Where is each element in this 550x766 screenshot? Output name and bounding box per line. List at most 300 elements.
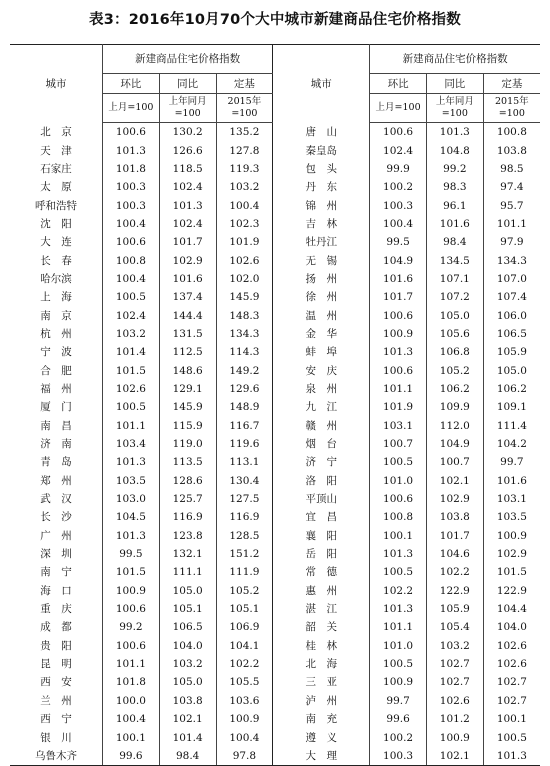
- city-name-right: 牡丹江: [273, 233, 370, 251]
- fixed-value-right: 100.8: [496, 126, 527, 139]
- yoy-value-left: 102.9: [159, 251, 216, 269]
- yoy-value-right: 102.1: [426, 472, 483, 490]
- yoy-value-right: 134.5: [426, 251, 483, 269]
- mom-value-left: 100.3: [103, 178, 160, 196]
- mom-value-right: 100.6: [370, 490, 427, 508]
- city-name-right: 韶 关: [273, 618, 370, 636]
- city-name-right: 无 锡: [273, 251, 370, 269]
- yoy-value-left: 104.0: [159, 637, 216, 655]
- fixed-value-left: 106.9: [216, 618, 273, 636]
- mom-value-left: 100.8: [103, 251, 160, 269]
- fixed-value-right: 106.2: [496, 382, 527, 395]
- mom-header-right: 环比: [370, 74, 427, 94]
- mom-value-left: 101.3: [103, 527, 160, 545]
- city-name-left: 南 宁: [10, 563, 103, 581]
- city-name-left: 海 口: [10, 582, 103, 600]
- yoy-value-right: 109.9: [426, 398, 483, 416]
- mom-value-left: 101.4: [103, 343, 160, 361]
- yoy-value-left: 101.3: [159, 196, 216, 214]
- fixed-value-left: 102.6: [216, 251, 273, 269]
- mom-value-left: 100.6: [103, 637, 160, 655]
- mom-value-left: 102.6: [103, 380, 160, 398]
- table-row: [10, 618, 540, 636]
- yoy-value-left: 129.1: [159, 380, 216, 398]
- yoy-value-right: 112.0: [426, 417, 483, 435]
- yoy-value-left: 132.1: [159, 545, 216, 563]
- base-mom-left: 上月=100: [103, 94, 160, 123]
- table-row: [10, 692, 540, 710]
- city-name-left: 武 汉: [10, 490, 103, 508]
- mom-value-left: 100.5: [103, 288, 160, 306]
- yoy-value-right: 122.9: [426, 582, 483, 600]
- yoy-value-right: 104.8: [426, 141, 483, 159]
- mom-value-right: 100.5: [370, 563, 427, 581]
- yoy-value-left: 101.6: [159, 270, 216, 288]
- fixed-value-left: 148.3: [216, 306, 273, 324]
- mom-value-right: 100.2: [370, 728, 427, 746]
- yoy-value-right: 104.9: [426, 435, 483, 453]
- yoy-value-right: 98.4: [426, 233, 483, 251]
- city-name-right: 桂 林: [273, 637, 370, 655]
- table-row: [10, 637, 540, 655]
- mom-value-right: 101.3: [370, 600, 427, 618]
- mom-value-right: 104.9: [370, 251, 427, 269]
- mom-header-left: 环比: [103, 74, 160, 94]
- yoy-value-right: 106.2: [426, 380, 483, 398]
- mom-value-left: 101.8: [103, 160, 160, 178]
- city-name-right: 北 海: [273, 655, 370, 673]
- yoy-value-right: 101.3: [426, 123, 483, 142]
- yoy-value-left: 131.5: [159, 325, 216, 343]
- table-row: [10, 747, 540, 766]
- fixed-value-right: 102.6: [496, 639, 527, 652]
- yoy-value-left: 128.6: [159, 472, 216, 490]
- fixed-value-right: 109.1: [496, 401, 527, 414]
- fixed-value-left: 114.3: [216, 343, 273, 361]
- base-fixed-left: 2015年=100: [216, 94, 273, 123]
- mom-value-left: 100.4: [103, 710, 160, 728]
- city-name-right: 安 庆: [273, 361, 370, 379]
- mom-value-right: 101.7: [370, 288, 427, 306]
- city-name-right: 遵 义: [273, 728, 370, 746]
- city-name-left: 宁 波: [10, 343, 103, 361]
- mom-value-left: 99.2: [103, 618, 160, 636]
- fixed-value-right: 102.7: [496, 694, 527, 707]
- city-name-left: 大 连: [10, 233, 103, 251]
- yoy-value-left: 101.7: [159, 233, 216, 251]
- table-row: [10, 728, 540, 746]
- mom-value-right: 101.3: [370, 545, 427, 563]
- base-fixed-right: 2015年=100: [483, 94, 540, 123]
- mom-value-right: 100.6: [370, 361, 427, 379]
- city-name-left: 哈尔滨: [10, 270, 103, 288]
- yoy-value-left: 106.5: [159, 618, 216, 636]
- yoy-value-left: 105.0: [159, 582, 216, 600]
- group-header-left: 新建商品住宅价格指数: [103, 45, 273, 74]
- mom-value-left: 103.4: [103, 435, 160, 453]
- city-name-left: 沈 阳: [10, 215, 103, 233]
- fixed-value-right: 102.6: [496, 658, 527, 671]
- fixed-value-left: 127.8: [216, 141, 273, 159]
- city-name-left: 深 圳: [10, 545, 103, 563]
- city-name-left: 贵 阳: [10, 637, 103, 655]
- yoy-value-left: 145.9: [159, 398, 216, 416]
- fixed-value-right: 104.2: [496, 438, 527, 451]
- yoy-value-left: 126.6: [159, 141, 216, 159]
- yoy-value-left: 144.4: [159, 306, 216, 324]
- mom-value-right: 100.8: [370, 508, 427, 526]
- mom-value-right: 100.6: [370, 123, 427, 142]
- fixed-value-right: 107.0: [496, 272, 527, 285]
- yoy-value-right: 102.6: [426, 692, 483, 710]
- yoy-header-right: 同比: [426, 74, 483, 94]
- yoy-value-right: 102.9: [426, 490, 483, 508]
- fixed-value-right: 111.4: [496, 419, 527, 432]
- fixed-value-right: 100.9: [496, 529, 527, 542]
- mom-value-right: 101.0: [370, 472, 427, 490]
- base-mom-right: 上月=100: [370, 94, 427, 123]
- fixed-value-right: 103.1: [496, 493, 527, 506]
- city-name-right: 扬 州: [273, 270, 370, 288]
- mom-value-right: 102.4: [370, 141, 427, 159]
- yoy-value-left: 105.1: [159, 600, 216, 618]
- fixed-value-right: 100.1: [496, 713, 527, 726]
- yoy-value-right: 101.7: [426, 527, 483, 545]
- mom-value-left: 103.2: [103, 325, 160, 343]
- city-name-right: 平顶山: [273, 490, 370, 508]
- mom-value-right: 103.1: [370, 417, 427, 435]
- table-row: [10, 435, 540, 453]
- city-name-left: 昆 明: [10, 655, 103, 673]
- table-row: [10, 123, 540, 142]
- mom-value-left: 101.1: [103, 417, 160, 435]
- fixed-value-right: 97.9: [500, 236, 524, 249]
- mom-value-right: 101.0: [370, 637, 427, 655]
- table-row: [10, 380, 540, 398]
- yoy-value-left: 116.9: [159, 508, 216, 526]
- mom-value-left: 102.4: [103, 306, 160, 324]
- city-name-left: 南 昌: [10, 417, 103, 435]
- fixed-value-right: 106.5: [496, 327, 527, 340]
- city-name-right: 惠 州: [273, 582, 370, 600]
- table-row: [10, 196, 540, 214]
- table-row: [10, 582, 540, 600]
- yoy-value-left: 102.4: [159, 215, 216, 233]
- fixed-header-left: 定基: [216, 74, 273, 94]
- fixed-value-right: 101.6: [496, 474, 527, 487]
- yoy-value-left: 98.4: [159, 747, 216, 766]
- yoy-value-left: 115.9: [159, 417, 216, 435]
- table-row: [10, 270, 540, 288]
- mom-value-right: 100.5: [370, 655, 427, 673]
- table-row: [10, 545, 540, 563]
- city-name-right: 宜 昌: [273, 508, 370, 526]
- mom-value-right: 100.3: [370, 196, 427, 214]
- mom-value-right: 99.6: [370, 710, 427, 728]
- fixed-value-left: 134.3: [216, 325, 273, 343]
- mom-value-right: 100.3: [370, 747, 427, 766]
- city-name-left: 乌鲁木齐: [10, 747, 103, 766]
- fixed-value-left: 148.9: [216, 398, 273, 416]
- city-name-right: 吉 林: [273, 215, 370, 233]
- mom-value-right: 101.9: [370, 398, 427, 416]
- city-name-right: 温 州: [273, 306, 370, 324]
- page-title: 表3：2016年10月70个大中城市新建商品住宅价格指数: [89, 12, 461, 28]
- city-name-right: 襄 阳: [273, 527, 370, 545]
- yoy-value-right: 105.0: [426, 306, 483, 324]
- mom-value-right: 101.3: [370, 343, 427, 361]
- city-name-left: 呼和浩特: [10, 196, 103, 214]
- yoy-value-left: 113.5: [159, 453, 216, 471]
- table-row: [10, 563, 540, 581]
- mom-value-right: 101.1: [370, 618, 427, 636]
- fixed-value-left: 113.1: [216, 453, 273, 471]
- city-name-right: 济 宁: [273, 453, 370, 471]
- fixed-value-left: 100.9: [216, 710, 273, 728]
- table-row: [10, 233, 540, 251]
- fixed-value-right: 122.9: [496, 584, 527, 597]
- fixed-value-right: 103.5: [496, 511, 527, 524]
- table-row: [10, 673, 540, 691]
- fixed-value-left: 97.8: [216, 747, 273, 766]
- city-name-right: 南 充: [273, 710, 370, 728]
- fixed-value-left: 100.4: [216, 728, 273, 746]
- base-yoy-right: 上年同月=100: [426, 94, 483, 123]
- mom-value-right: 99.9: [370, 160, 427, 178]
- yoy-value-left: 137.4: [159, 288, 216, 306]
- city-name-right: 洛 阳: [273, 472, 370, 490]
- city-name-right: 丹 东: [273, 178, 370, 196]
- yoy-value-right: 100.9: [426, 728, 483, 746]
- city-name-left: 郑 州: [10, 472, 103, 490]
- mom-value-left: 101.8: [103, 673, 160, 691]
- city-name-right: 泸 州: [273, 692, 370, 710]
- city-name-left: 天 津: [10, 141, 103, 159]
- mom-value-right: 99.7: [370, 692, 427, 710]
- yoy-value-right: 105.9: [426, 600, 483, 618]
- table-row: [10, 453, 540, 471]
- city-name-left: 西 安: [10, 673, 103, 691]
- yoy-value-left: 102.4: [159, 178, 216, 196]
- fixed-value-right: 105.9: [496, 346, 527, 359]
- city-name-right: 徐 州: [273, 288, 370, 306]
- mom-value-left: 100.4: [103, 215, 160, 233]
- city-name-right: 三 亚: [273, 673, 370, 691]
- mom-value-right: 100.9: [370, 325, 427, 343]
- mom-value-left: 104.5: [103, 508, 160, 526]
- fixed-header-right: 定基: [483, 74, 540, 94]
- fixed-value-left: 101.9: [216, 233, 273, 251]
- fixed-value-left: 102.0: [216, 270, 273, 288]
- fixed-value-right: 101.3: [483, 747, 540, 766]
- group-header-right: 新建商品住宅价格指数: [370, 45, 540, 74]
- yoy-value-right: 102.7: [426, 673, 483, 691]
- mom-value-left: 100.5: [103, 398, 160, 416]
- table-row: [10, 160, 540, 178]
- table-row: [10, 710, 540, 728]
- yoy-value-left: 119.0: [159, 435, 216, 453]
- table-row: [10, 325, 540, 343]
- table-row: [10, 600, 540, 618]
- fixed-value-left: 116.9: [216, 508, 273, 526]
- yoy-value-right: 103.8: [426, 508, 483, 526]
- city-name-right: 秦皇岛: [273, 141, 370, 159]
- yoy-value-left: 112.5: [159, 343, 216, 361]
- table-row: [10, 215, 540, 233]
- city-name-left: 杭 州: [10, 325, 103, 343]
- yoy-value-left: 111.1: [159, 563, 216, 581]
- city-name-left: 广 州: [10, 527, 103, 545]
- fixed-value-right: 101.1: [496, 217, 527, 230]
- city-name-left: 济 南: [10, 435, 103, 453]
- mom-value-right: 100.5: [370, 453, 427, 471]
- mom-value-right: 100.9: [370, 673, 427, 691]
- city-name-right: 常 德: [273, 563, 370, 581]
- city-name-left: 青 岛: [10, 453, 103, 471]
- yoy-value-left: 125.7: [159, 490, 216, 508]
- yoy-value-right: 102.2: [426, 563, 483, 581]
- mom-value-left: 100.6: [103, 600, 160, 618]
- mom-value-right: 100.4: [370, 215, 427, 233]
- fixed-value-right: 104.4: [496, 603, 527, 616]
- table-row: [10, 417, 540, 435]
- city-name-right: 蚌 埠: [273, 343, 370, 361]
- mom-value-right: 100.7: [370, 435, 427, 453]
- city-name-left: 长 春: [10, 251, 103, 269]
- yoy-value-left: 123.8: [159, 527, 216, 545]
- yoy-value-right: 98.3: [426, 178, 483, 196]
- mom-value-right: 100.1: [370, 527, 427, 545]
- fixed-value-right: 99.7: [500, 456, 524, 469]
- city-name-right: 锦 州: [273, 196, 370, 214]
- city-name-left: 厦 门: [10, 398, 103, 416]
- fixed-value-right: 103.8: [496, 144, 527, 157]
- yoy-value-right: 107.1: [426, 270, 483, 288]
- mom-value-left: 100.6: [103, 233, 160, 251]
- city-column-header-right: 城市: [273, 45, 370, 123]
- fixed-value-right: 134.3: [496, 254, 527, 267]
- city-name-right: 烟 台: [273, 435, 370, 453]
- table-row: [10, 398, 540, 416]
- fixed-value-left: 128.5: [216, 527, 273, 545]
- mom-value-left: 101.5: [103, 563, 160, 581]
- table-row: [10, 361, 540, 379]
- city-name-left: 石家庄: [10, 160, 103, 178]
- table-row: [10, 508, 540, 526]
- fixed-value-left: 102.3: [216, 215, 273, 233]
- yoy-value-right: 101.6: [426, 215, 483, 233]
- yoy-value-right: 105.6: [426, 325, 483, 343]
- city-name-left: 长 沙: [10, 508, 103, 526]
- fixed-value-right: 101.5: [496, 566, 527, 579]
- yoy-value-left: 102.1: [159, 710, 216, 728]
- mom-value-left: 100.1: [103, 728, 160, 746]
- city-name-left: 南 京: [10, 306, 103, 324]
- city-name-left: 西 宁: [10, 710, 103, 728]
- yoy-value-right: 104.6: [426, 545, 483, 563]
- city-name-left: 太 原: [10, 178, 103, 196]
- fixed-value-right: 106.0: [496, 309, 527, 322]
- city-name-right: 包 头: [273, 160, 370, 178]
- fixed-value-left: 111.9: [216, 563, 273, 581]
- price-index-table: [10, 44, 540, 766]
- table-row: [10, 343, 540, 361]
- mom-value-right: 101.6: [370, 270, 427, 288]
- table-row: [10, 141, 540, 159]
- mom-value-left: 103.5: [103, 472, 160, 490]
- yoy-value-left: 103.2: [159, 655, 216, 673]
- fixed-value-left: 105.2: [216, 582, 273, 600]
- fixed-value-left: 116.7: [216, 417, 273, 435]
- yoy-value-left: 103.8: [159, 692, 216, 710]
- city-name-right: 金 华: [273, 325, 370, 343]
- city-name-left: 北 京: [10, 123, 103, 142]
- mom-value-right: 100.6: [370, 306, 427, 324]
- city-column-header: 城市: [10, 45, 103, 123]
- mom-value-right: 99.5: [370, 233, 427, 251]
- yoy-header-left: 同比: [159, 74, 216, 94]
- mom-value-left: 100.3: [103, 196, 160, 214]
- table-row: [10, 490, 540, 508]
- yoy-value-right: 100.7: [426, 453, 483, 471]
- city-name-right: 泉 州: [273, 380, 370, 398]
- city-name-left: 重 庆: [10, 600, 103, 618]
- fixed-value-right: 102.9: [496, 548, 527, 561]
- fixed-value-left: 135.2: [216, 123, 273, 142]
- city-name-left: 福 州: [10, 380, 103, 398]
- table-row: [10, 251, 540, 269]
- yoy-value-right: 99.2: [426, 160, 483, 178]
- city-name-left: 银 川: [10, 728, 103, 746]
- fixed-value-left: 103.2: [216, 178, 273, 196]
- city-name-right: 赣 州: [273, 417, 370, 435]
- fixed-value-left: 105.5: [216, 673, 273, 691]
- fixed-value-left: 102.2: [216, 655, 273, 673]
- fixed-value-left: 105.1: [216, 600, 273, 618]
- yoy-value-left: 118.5: [159, 160, 216, 178]
- table-row: [10, 178, 540, 196]
- table-row: [10, 306, 540, 324]
- mom-value-left: 99.5: [103, 545, 160, 563]
- fixed-value-left: 119.6: [216, 435, 273, 453]
- city-name-right: 九 江: [273, 398, 370, 416]
- fixed-value-left: 103.6: [216, 692, 273, 710]
- fixed-value-left: 100.4: [216, 196, 273, 214]
- mom-value-left: 100.0: [103, 692, 160, 710]
- yoy-value-left: 101.4: [159, 728, 216, 746]
- city-name-right: 唐 山: [273, 123, 370, 142]
- table-row: [10, 288, 540, 306]
- fixed-value-right: 105.0: [496, 364, 527, 377]
- fixed-value-left: 119.3: [216, 160, 273, 178]
- yoy-value-right: 107.2: [426, 288, 483, 306]
- fixed-value-right: 98.5: [500, 162, 524, 175]
- fixed-value-right: 95.7: [500, 199, 524, 212]
- yoy-value-right: 106.8: [426, 343, 483, 361]
- fixed-value-left: 104.1: [216, 637, 273, 655]
- fixed-value-left: 129.6: [216, 380, 273, 398]
- mom-value-left: 99.6: [103, 747, 160, 766]
- fixed-value-left: 149.2: [216, 361, 273, 379]
- fixed-value-left: 127.5: [216, 490, 273, 508]
- yoy-value-left: 130.2: [159, 123, 216, 142]
- mom-value-left: 100.9: [103, 582, 160, 600]
- city-name-left: 成 都: [10, 618, 103, 636]
- yoy-value-right: 105.2: [426, 361, 483, 379]
- fixed-value-left: 151.2: [216, 545, 273, 563]
- table-row: [10, 527, 540, 545]
- table-row: [10, 472, 540, 490]
